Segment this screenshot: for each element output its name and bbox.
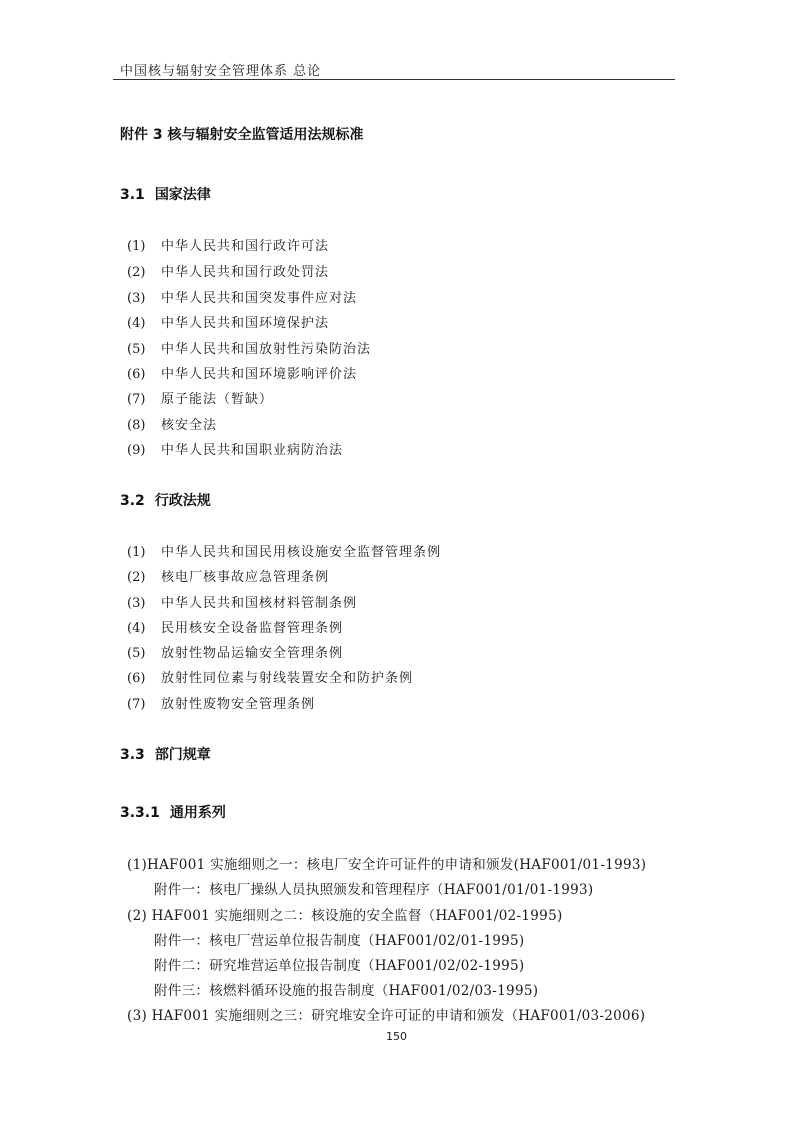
list-item: (7) 放射性废物安全管理条例	[127, 697, 316, 712]
list-item: (1) 中华人民共和国行政许可法	[127, 239, 330, 254]
appendix-title: 附件 3 核与辐射安全监管适用法规标准	[120, 127, 364, 143]
list-item: (1)HAF001 实施细则之一：核电厂安全许可证件的申请和颁发(HAF001/01-1993)	[127, 857, 647, 873]
list-item: (1) 中华人民共和国民用核设施安全监督管理条例	[127, 545, 442, 560]
list-item: (2) HAF001 实施细则之二：核设施的安全监督（HAF001/02-1995)	[127, 908, 563, 924]
list-item: (4) 中华人民共和国环境保护法	[127, 316, 330, 331]
section-3-3-heading	[120, 744, 211, 764]
section-3-2-heading	[120, 490, 211, 510]
section-title: 行政法规	[154, 493, 211, 509]
section-title: 部门规章	[154, 747, 211, 763]
list-item: (5) 放射性物品运输安全管理条例	[127, 646, 344, 661]
header-title: 中国核与辐射安全管理体系 总论	[120, 64, 322, 79]
section-title: 通用系列	[169, 805, 226, 821]
list-item-attachment: 附件二：研究堆营运单位报告制度（HAF001/02/02-1995)	[154, 958, 525, 974]
section-number: 3.3	[120, 747, 145, 763]
section-3-1-heading	[120, 184, 211, 204]
list-item-attachment: 附件一：核电厂营运单位报告制度（HAF001/02/01-1995)	[154, 933, 525, 949]
list-item: (3) 中华人民共和国突发事件应对法	[127, 291, 358, 306]
list-item: (2) 中华人民共和国行政处罚法	[127, 265, 330, 280]
page-number: 150	[386, 1030, 407, 1043]
header-rule	[113, 79, 675, 80]
list-item: (2) 核电厂核事故应急管理条例	[127, 570, 330, 585]
section-title: 国家法律	[154, 187, 211, 203]
list-item-attachment: 附件一：核电厂操纵人员执照颁发和管理程序（HAF001/01/01-1993)	[154, 882, 594, 898]
list-item: (4) 民用核安全设备监督管理条例	[127, 621, 344, 636]
section-3-3-1-heading	[120, 802, 226, 822]
list-item: (7) 原子能法（暂缺）	[127, 392, 274, 407]
section-number: 3.2	[120, 493, 145, 509]
list-item: (5) 中华人民共和国放射性污染防治法	[127, 342, 372, 357]
section-number: 3.3.1	[120, 805, 160, 821]
list-item: (8) 核安全法	[127, 418, 218, 433]
list-item: (3) HAF001 实施细则之三：研究堆安全许可证的申请和颁发（HAF001/03-2006)	[127, 1008, 646, 1024]
section-number: 3.1	[120, 187, 145, 203]
list-item: (3) 中华人民共和国核材料管制条例	[127, 596, 358, 611]
list-item-attachment: 附件三：核燃料循环设施的报告制度（HAF001/02/03-1995)	[154, 983, 539, 999]
list-item: (6) 放射性同位素与射线装置安全和防护条例	[127, 671, 414, 686]
list-item: (9) 中华人民共和国职业病防治法	[127, 443, 344, 458]
list-item: (6) 中华人民共和国环境影响评价法	[127, 367, 358, 382]
